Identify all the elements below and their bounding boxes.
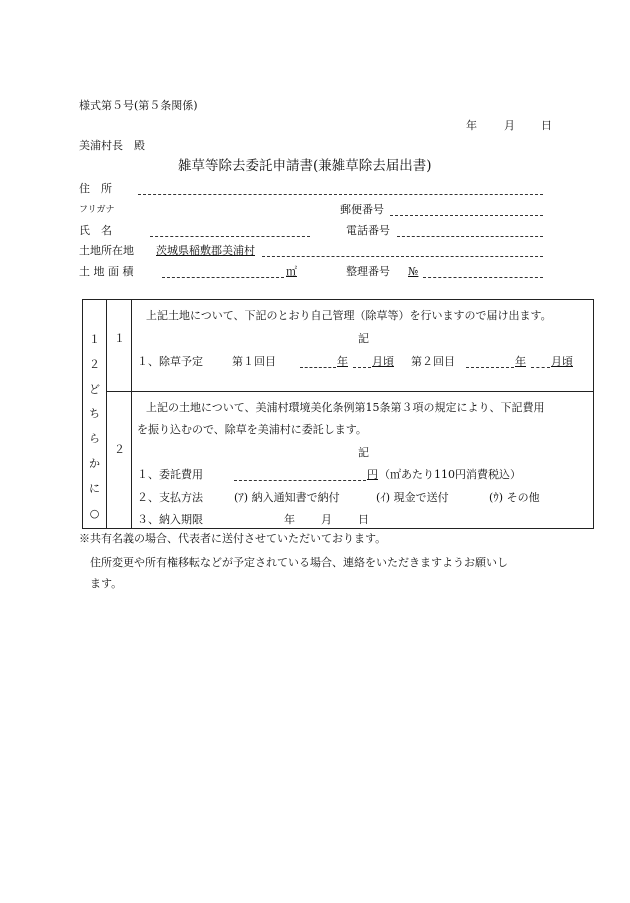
option1-second-month-field[interactable]	[531, 367, 550, 368]
option2-deadline-month: 月	[321, 513, 332, 526]
option2-number: ２	[114, 443, 125, 456]
option2-fee-note: （㎡あたり110円消費税込）	[379, 468, 521, 481]
form-number: 様式第５号(第５条関係)	[79, 99, 198, 112]
option2-text-line2: を振り込むので、除草を美浦村に委託します。	[137, 423, 367, 436]
option1-second-year: 年	[515, 355, 526, 368]
option1-text: 上記土地について、下記のとおり自己管理（除草等）を行いますので届け出ます。	[146, 309, 552, 322]
date-day-label: 日	[541, 119, 552, 132]
option1-first-year-field[interactable]	[300, 367, 336, 368]
choice-char-5: ら	[89, 432, 100, 446]
choice-char-2: ２	[89, 357, 100, 371]
date-year-label: 年	[466, 119, 477, 132]
land-location-value: 茨城県稲敷郡美浦村	[156, 244, 255, 257]
option1-first-month-field[interactable]	[353, 367, 371, 368]
furigana-label: フリガナ	[79, 205, 115, 215]
postal-code-field[interactable]	[390, 215, 543, 216]
document-title: 雑草等除去委託申請書(兼雑草除去届出書)	[178, 158, 432, 174]
option1-first-label: 第１回目	[232, 355, 276, 368]
note-line3: ます。	[90, 577, 123, 590]
address-label: 住 所	[79, 182, 112, 195]
option2-payment-b[interactable]: (ｲ) 現金で送付	[376, 491, 449, 504]
option1-second-label: 第２回目	[411, 355, 455, 368]
choice-char-4: ち	[89, 407, 100, 421]
date-month-label: 月	[504, 119, 515, 132]
number-column-divider	[131, 299, 132, 529]
choice-char-6: か	[89, 456, 100, 470]
option1-first-month: 月頃	[372, 355, 394, 368]
option2-deadline-day: 日	[358, 513, 369, 526]
note-line2: 住所変更や所有権移転などが予定されている場合、連絡をいただきますようお願いし	[90, 556, 508, 569]
area-unit: ㎡	[286, 265, 297, 278]
name-label: 氏 名	[79, 224, 112, 237]
postal-code-label: 郵便番号	[340, 203, 384, 216]
option1-first-year: 年	[337, 355, 348, 368]
note-line1: ※共有名義の場合、代表者に送付させていただいております。	[79, 532, 387, 545]
option1-schedule-label: １、除草予定	[137, 355, 203, 368]
option1-second-month: 月頃	[551, 355, 573, 368]
land-area-label: 土 地 面 積	[79, 265, 134, 278]
option1-number: １	[114, 332, 125, 345]
option2-fee-unit: 円	[367, 468, 378, 481]
choice-column	[82, 299, 107, 529]
address-field[interactable]	[138, 194, 543, 195]
ref-number-field[interactable]	[423, 277, 543, 278]
choice-char-1: １	[89, 333, 100, 346]
option1-ki: 記	[358, 332, 369, 345]
name-field[interactable]	[150, 236, 310, 237]
choice-char-8: ○	[89, 506, 100, 520]
option-divider	[106, 391, 594, 392]
option1-second-year-field[interactable]	[466, 367, 514, 368]
option2-fee-label: １、委託費用	[137, 468, 203, 481]
land-location-label: 土地所在地	[79, 244, 134, 257]
phone-label: 電話番号	[346, 224, 390, 237]
phone-field[interactable]	[397, 236, 543, 237]
choice-char-7: に	[89, 481, 100, 495]
option2-deadline-label: ３、納入期限	[137, 513, 203, 526]
ref-number-prefix: №	[408, 265, 419, 278]
land-area-field[interactable]	[162, 277, 284, 278]
ref-number-label: 整理番号	[346, 265, 390, 278]
option2-payment-a[interactable]: (ｱ) 納入通知書で納付	[234, 491, 340, 504]
land-location-field[interactable]	[262, 256, 543, 257]
option2-ki: 記	[358, 446, 369, 459]
option2-fee-field[interactable]	[234, 480, 366, 481]
option2-payment-c[interactable]: (ｳ) その他	[489, 491, 540, 504]
addressee: 美浦村長 殿	[79, 139, 145, 152]
option2-text-line1: 上記の土地について、美浦村環境美化条例第15条第３項の規定により、下記費用	[146, 401, 545, 414]
option2-deadline-year: 年	[284, 513, 295, 526]
choice-char-3: ど	[89, 382, 100, 396]
option2-payment-label: ２、支払方法	[137, 491, 203, 504]
